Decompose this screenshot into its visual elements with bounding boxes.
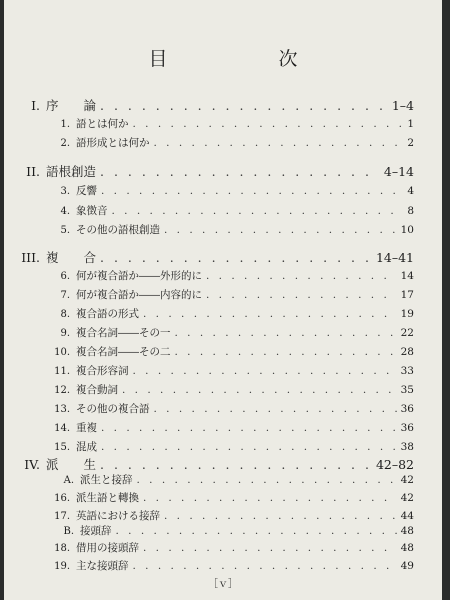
dot-leader [100, 250, 372, 265]
toc-section-row [14, 382, 414, 397]
entry-page-number: 19 [400, 308, 414, 320]
entry-title: 語根創造 [46, 164, 97, 179]
entry-page-number: 48 [400, 525, 414, 537]
entry-page-number: 42 [400, 492, 414, 504]
entry-title: 何が複合語か――内容的に [76, 289, 202, 301]
entry-title: その他の複合語 [76, 403, 150, 415]
entry-number: 17. [54, 511, 70, 522]
entry-number: III. [21, 250, 40, 265]
entry-title: 複 合 [46, 250, 97, 265]
dot-leader [164, 510, 397, 522]
page-title: 目 次 [148, 48, 344, 70]
entry-title: 接頭辞 [80, 525, 112, 537]
dot-leader [100, 457, 372, 472]
entry-page-number: 10 [400, 224, 414, 236]
entry-title: 複合形容詞 [76, 365, 129, 377]
entry-title: 語とは何か [76, 118, 129, 130]
entry-page-number: 1 [407, 118, 414, 130]
dot-leader [143, 308, 397, 320]
dot-leader [164, 224, 397, 236]
entry-page-number: 42–82 [375, 457, 414, 472]
entry-number: 2. [60, 138, 70, 149]
entry-number: 5. [60, 225, 70, 236]
entry-number: 4. [60, 206, 70, 217]
toc-section-row [14, 558, 414, 573]
entry-number: 14. [54, 423, 70, 434]
toc-section-row [14, 287, 414, 302]
entry-number: 19. [54, 561, 70, 572]
dot-leader [133, 365, 397, 377]
dot-leader [206, 270, 397, 282]
entry-page-number: 28 [400, 346, 414, 358]
entry-title: 派 生 [46, 457, 97, 472]
entry-page-number: 14 [400, 270, 414, 282]
entry-title: 借用の接頭辞 [76, 542, 139, 554]
entry-number: 8. [60, 309, 70, 320]
entry-number: 6. [60, 271, 70, 282]
entry-title: 混成 [76, 441, 97, 453]
entry-page-number: 4–14 [383, 164, 414, 179]
entry-title: 主な接頭辞 [76, 560, 129, 572]
entry-title: 語形成とは何か [76, 137, 150, 149]
toc-section-row [14, 508, 414, 523]
toc-section-row [14, 222, 414, 237]
toc-section-row [14, 490, 414, 505]
toc-section-row [18, 523, 414, 538]
entry-page-number: 2 [407, 137, 414, 149]
entry-title: 英語における接辞 [76, 510, 160, 522]
entry-page-number: 48 [400, 542, 414, 554]
dot-leader [100, 164, 380, 179]
dot-leader [133, 118, 404, 130]
dot-leader [133, 560, 397, 572]
dot-leader [143, 542, 397, 554]
dot-leader [100, 98, 388, 113]
entry-title: 複合名詞――その二 [76, 346, 171, 358]
dot-leader [137, 474, 397, 486]
dot-leader [116, 525, 397, 537]
entry-title: 複合名詞――その一 [76, 327, 171, 339]
entry-number: B. [63, 526, 74, 537]
entry-title: 象徴音 [76, 205, 108, 217]
toc-chapter-row [10, 455, 414, 473]
entry-page-number: 4 [407, 185, 414, 197]
entry-page-number: 49 [400, 560, 414, 572]
dot-leader [101, 185, 403, 197]
dot-leader [101, 441, 397, 453]
entry-title: 派生と接辞 [80, 474, 133, 486]
entry-number: 13. [54, 404, 70, 415]
entry-page-number: 35 [400, 384, 414, 396]
dot-leader [112, 205, 404, 217]
entry-title: 何が複合語か――外形的に [76, 270, 202, 282]
toc-section-row [14, 439, 414, 454]
toc-section-row [14, 420, 414, 435]
entry-number: 1. [60, 119, 70, 130]
toc-section-row [14, 325, 414, 340]
entry-number: 15. [54, 442, 70, 453]
entry-title: 派生語と轉換 [76, 492, 139, 504]
dot-leader [175, 327, 397, 339]
entry-page-number: 1–4 [391, 98, 414, 113]
entry-number: A. [63, 475, 74, 486]
entry-number: 16. [54, 493, 70, 504]
entry-title: 複合動詞 [76, 384, 118, 396]
entry-number: 3. [60, 186, 70, 197]
entry-number: II. [26, 164, 40, 179]
toc-section-row [14, 203, 414, 218]
entry-page-number: 38 [400, 441, 414, 453]
dot-leader [143, 492, 397, 504]
toc-section-row [14, 344, 414, 359]
entry-number: 12. [54, 385, 70, 396]
entry-number: I. [31, 98, 40, 113]
toc-chapter-row [10, 248, 414, 266]
dot-leader [154, 403, 397, 415]
dot-leader [122, 384, 397, 396]
entry-title: 序 論 [46, 98, 97, 113]
entry-page-number: 14–41 [375, 250, 414, 265]
toc-chapter-row [10, 96, 414, 114]
toc-section-row [14, 363, 414, 378]
toc-section-row [18, 472, 414, 487]
entry-page-number: 42 [400, 474, 414, 486]
entry-page-number: 8 [407, 205, 414, 217]
entry-number: 11. [54, 366, 70, 377]
page-number-footer: ［ｖ］ [208, 579, 238, 590]
entry-number: 18. [54, 543, 70, 554]
dot-leader [101, 422, 397, 434]
dot-leader [175, 346, 397, 358]
entry-title: 複合語の形式 [76, 308, 139, 320]
entry-number: 10. [54, 347, 70, 358]
toc-section-row [14, 401, 414, 416]
entry-page-number: 17 [400, 289, 414, 301]
toc-section-row [14, 116, 414, 131]
dot-leader [206, 289, 397, 301]
entry-title: その他の語根創造 [76, 224, 160, 236]
entry-page-number: 44 [400, 510, 414, 522]
entry-number: 7. [60, 290, 70, 301]
entry-title: 反響 [76, 185, 97, 197]
book-page [4, 0, 442, 600]
toc-section-row [14, 306, 414, 321]
toc-section-row [14, 183, 414, 198]
toc-section-row [14, 268, 414, 283]
dot-leader [154, 137, 404, 149]
toc-chapter-row [10, 162, 414, 180]
entry-page-number: 36 [400, 403, 414, 415]
toc-section-row [14, 540, 414, 555]
entry-number: 9. [60, 328, 70, 339]
entry-page-number: 36 [400, 422, 414, 434]
entry-page-number: 22 [400, 327, 414, 339]
entry-number: IV. [24, 457, 40, 472]
entry-title: 重複 [76, 422, 97, 434]
entry-page-number: 33 [400, 365, 414, 377]
toc-section-row [14, 135, 414, 150]
